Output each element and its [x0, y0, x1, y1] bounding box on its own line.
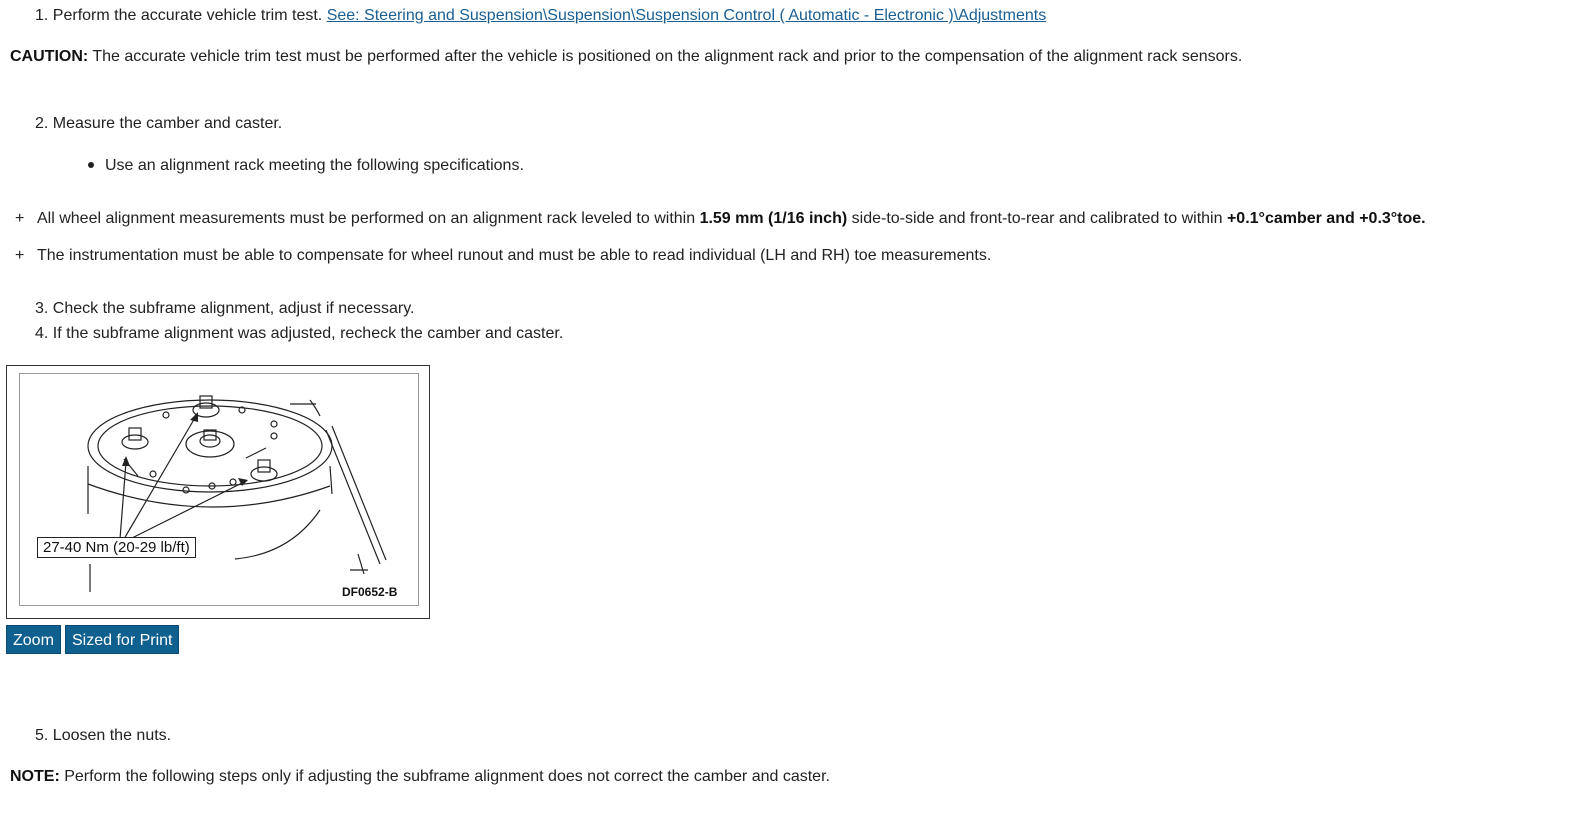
figure-id [342, 585, 397, 599]
adjustments-link[interactable]: See: Steering and Suspension\Suspension\Suspension Control ( Automatic - Electronic )\Adjustments [326, 7, 1047, 24]
step-4-number: 4. [35, 325, 49, 342]
figure-frame [19, 373, 419, 606]
note-label: NOTE: [10, 768, 60, 785]
caution-text: The accurate vehicle trim test must be performed after the vehicle is positioned on the alignment rack and prior to the compensation of the alignment rack sensors. [92, 48, 1243, 65]
bullet-icon [88, 162, 94, 168]
step-3 [35, 300, 414, 318]
note-text: Perform the following steps only if adjusting the subframe alignment does not correct the camber and caster. [64, 768, 830, 785]
figure-id-label: DF0652-B [342, 585, 398, 599]
strut-mount-figure [6, 365, 430, 619]
spec-item-1 [15, 210, 1426, 228]
step-4-text: If the subframe alignment was adjusted, recheck the camber and caster. [52, 325, 564, 342]
spec-1-part2: side-to-side and front-to-rear and calibrated to within [851, 210, 1223, 227]
plus-icon: + [15, 247, 25, 264]
zoom-button[interactable] [6, 625, 61, 654]
print-button-label: Sized for Print [72, 632, 173, 649]
step-4 [35, 325, 563, 343]
zoom-button-label: Zoom [13, 632, 54, 649]
caution-note [10, 48, 1242, 66]
step-2-number: 2. [35, 115, 49, 132]
step-1-text: Perform the accurate vehicle trim test. [52, 7, 323, 24]
plus-icon: + [15, 210, 25, 227]
step-5-text: Loosen the nuts. [52, 727, 172, 744]
strut-mount-illustration [20, 374, 418, 605]
step-2-bullet [88, 157, 524, 175]
torque-callout [37, 537, 196, 558]
sized-for-print-button[interactable] [65, 625, 179, 654]
step-5 [35, 727, 171, 745]
spec-1-part1: All wheel alignment measurements must be performed on an alignment rack leveled to within [37, 210, 696, 227]
torque-label: 27-40 Nm (20-29 lb/ft) [43, 539, 190, 556]
step-2 [35, 115, 282, 133]
spec-1-tolerance: 1.59 mm (1/16 inch) [699, 210, 848, 227]
spec-1-calibration: +0.1°camber and +0.3°toe. [1226, 210, 1426, 227]
spec-item-2 [15, 247, 991, 265]
step-3-text: Check the subframe alignment, adjust if necessary. [52, 300, 415, 317]
step-5-number: 5. [35, 727, 49, 744]
bullet-text: Use an alignment rack meeting the following specifications. [105, 157, 524, 174]
step-3-number: 3. [35, 300, 49, 317]
step-2-text: Measure the camber and caster. [52, 115, 283, 132]
spec-2-text: The instrumentation must be able to compensate for wheel runout and must be able to read individual (LH and RH) toe measurements. [37, 247, 992, 264]
note [10, 768, 830, 786]
step-1-number: 1. [35, 7, 49, 24]
caution-label: CAUTION: [10, 48, 89, 65]
step-1 [35, 7, 1046, 25]
